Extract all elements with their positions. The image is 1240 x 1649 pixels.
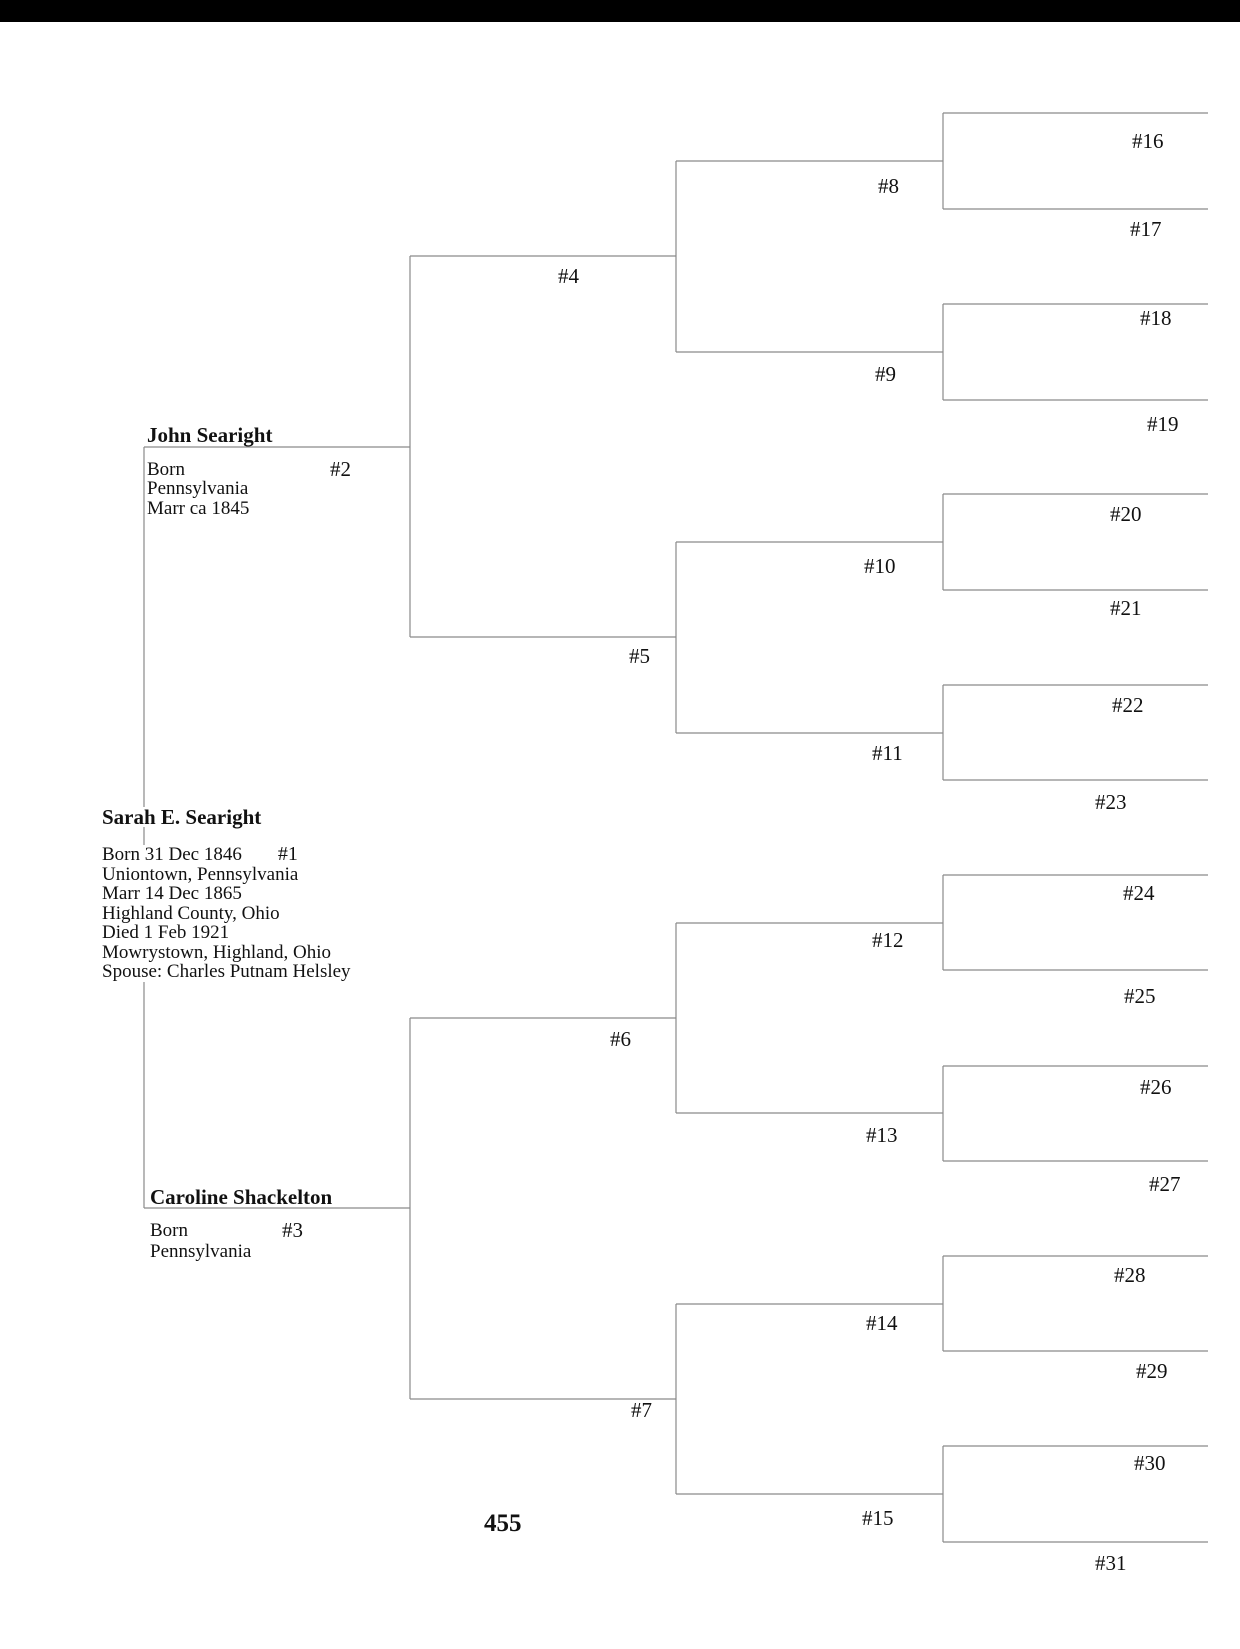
ancestor-number-8: #8 xyxy=(878,174,899,198)
ancestor-number-29: #29 xyxy=(1136,1359,1168,1383)
mother-name: Caroline Shackelton xyxy=(150,1185,333,1209)
mother-info-place: Pennsylvania xyxy=(150,1241,252,1262)
father-info-place: Pennsylvania xyxy=(147,478,249,499)
ancestor-number-24: #24 xyxy=(1123,881,1155,905)
ancestor-number-19: #19 xyxy=(1147,412,1179,436)
ancestor-number-12: #12 xyxy=(872,928,904,952)
father-name: John Searight xyxy=(147,423,273,447)
father-number: #2 xyxy=(330,457,351,481)
father-info-born: Born xyxy=(147,459,185,480)
root-info-marriage: Marr 14 Dec 1865 xyxy=(102,883,242,904)
ancestor-number-7: #7 xyxy=(631,1398,652,1422)
root-info-born: Born 31 Dec 1846 xyxy=(102,844,242,865)
ancestor-number-20: #20 xyxy=(1110,502,1142,526)
ancestor-number-30: #30 xyxy=(1134,1451,1166,1475)
ancestor-number-11: #11 xyxy=(872,741,903,765)
mother-number: #3 xyxy=(282,1218,303,1242)
ancestor-number-23: #23 xyxy=(1095,790,1127,814)
ancestor-number-15: #15 xyxy=(862,1506,894,1530)
ancestor-number-5: #5 xyxy=(629,644,650,668)
root-info-spouse: Spouse: Charles Putnam Helsley xyxy=(102,961,351,982)
page-number: 455 xyxy=(484,1510,522,1537)
ancestor-number-21: #21 xyxy=(1110,596,1142,620)
ancestor-number-22: #22 xyxy=(1112,693,1144,717)
ancestor-number-26: #26 xyxy=(1140,1075,1172,1099)
ancestor-number-28: #28 xyxy=(1114,1263,1146,1287)
ancestor-number-16: #16 xyxy=(1132,129,1164,153)
root-info-death-place: Mowrystown, Highland, Ohio xyxy=(102,941,332,963)
ancestor-number-31: #31 xyxy=(1095,1551,1127,1575)
root-person-details xyxy=(102,845,355,982)
root-info-marriage-place: Highland County, Ohio xyxy=(102,902,280,924)
root-number: #1 xyxy=(277,843,298,865)
ancestor-number-17: #17 xyxy=(1130,217,1162,241)
root-info-birthplace: Uniontown, Pennsylvania xyxy=(102,863,299,885)
ancestor-number-14: #14 xyxy=(866,1311,898,1335)
father-info-marriage: Marr ca 1845 xyxy=(147,498,250,519)
ancestor-number-25: #25 xyxy=(1124,984,1156,1008)
ancestor-number-10: #10 xyxy=(864,554,896,578)
ancestor-number-13: #13 xyxy=(866,1123,898,1147)
ancestor-number-18: #18 xyxy=(1140,306,1172,330)
root-person-name: Sarah E. Searight xyxy=(102,807,265,827)
ancestor-number-27: #27 xyxy=(1149,1172,1181,1196)
mother-info-born: Born xyxy=(150,1220,188,1241)
ancestor-number-9: #9 xyxy=(875,362,896,386)
ancestor-number-4: #4 xyxy=(558,264,579,288)
root-info-death: Died 1 Feb 1921 xyxy=(102,922,230,943)
ancestor-number-6: #6 xyxy=(610,1027,631,1051)
